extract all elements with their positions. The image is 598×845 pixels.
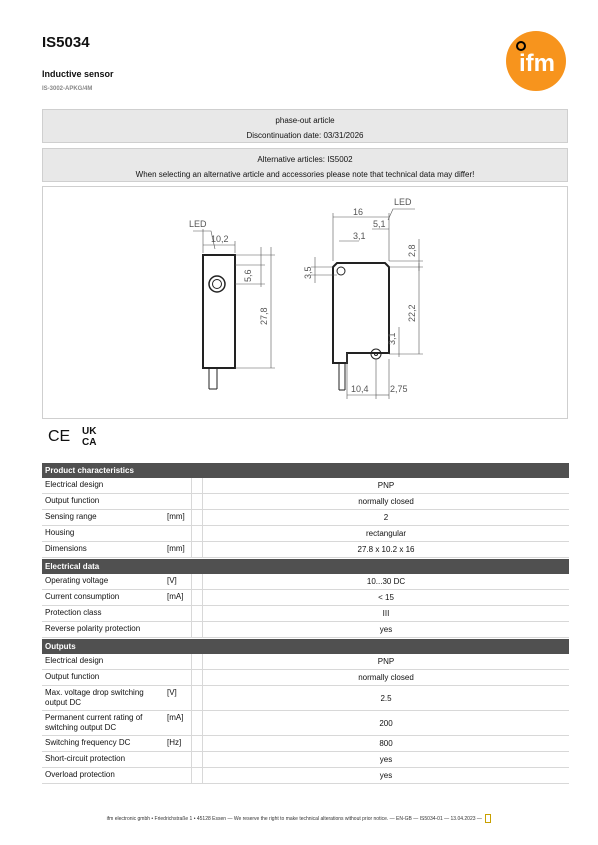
row-value: 200 [379, 718, 393, 728]
section-header: Outputs [42, 639, 569, 654]
row-value: 2 [383, 513, 389, 522]
table-row [42, 711, 569, 736]
dim-label: 10,2 [211, 234, 229, 244]
table-row [42, 686, 569, 711]
row-label: Permanent current rating of switching output DC [45, 713, 143, 732]
row-label: Protection class [45, 608, 102, 617]
notice-line: Discontinuation date: 03/31/2026 [246, 131, 364, 140]
row-unit [167, 606, 191, 621]
row-unit [167, 670, 191, 685]
row-label: Short-circuit protection [45, 754, 126, 763]
dim-label: 5,6 [243, 269, 253, 282]
specification-table [42, 462, 569, 784]
footer-text: ifm electronic gmbh • Friedrichstraße 1 • 45128 Essen — We reserve the right to make technical alterations without prior notice. — EN-GB — IS5034-01 — 13.04.2023 — [106, 815, 482, 822]
row-value: yes [379, 771, 393, 780]
ce-mark: CE [48, 428, 71, 445]
row-unit [167, 526, 191, 541]
row-label: Electrical design [45, 480, 104, 489]
row-unit: [V] [167, 576, 177, 585]
row-unit: [mA] [167, 592, 184, 601]
phase-out-notice [42, 109, 568, 143]
row-value: rectangular [365, 529, 407, 538]
row-unit: [V] [167, 688, 177, 697]
product-subtitle: Inductive sensor [42, 69, 114, 79]
table-row [42, 542, 569, 558]
row-unit [167, 622, 191, 637]
row-value: < 15 [378, 593, 394, 602]
table-row [42, 654, 569, 670]
row-value: PNP [377, 481, 395, 490]
section-header: Electrical data [42, 559, 569, 574]
notice-line: Alternative articles: IS5002 [257, 155, 353, 164]
table-row [42, 622, 569, 638]
alternative-articles-notice [42, 148, 568, 182]
row-label: Dimensions [45, 544, 87, 553]
table-row [42, 526, 569, 542]
product-title: IS5034 [42, 34, 90, 51]
row-value: 27.8 x 10.2 x 16 [357, 545, 415, 554]
row-unit [167, 752, 191, 767]
row-value: III [382, 609, 390, 618]
table-row [42, 670, 569, 686]
section-header: Product characteristics [42, 463, 569, 478]
row-label: Electrical design [45, 656, 104, 665]
row-label: Reverse polarity protection [45, 624, 141, 633]
row-unit: [mm] [167, 512, 185, 521]
dim-label: 5,1 [373, 219, 386, 229]
row-value: yes [379, 625, 393, 634]
led-label: LED [394, 197, 412, 207]
table-row [42, 478, 569, 494]
row-value: normally closed [358, 497, 414, 506]
row-value: 2.5 [380, 693, 392, 703]
row-value: PNP [377, 657, 395, 666]
table-row [42, 736, 569, 752]
row-value: normally closed [358, 673, 414, 682]
row-value: 800 [379, 739, 393, 748]
row-unit [167, 478, 191, 493]
row-unit: [mA] [167, 713, 184, 722]
table-row [42, 768, 569, 784]
row-value: 10...30 DC [366, 577, 406, 586]
ifm-logo [506, 31, 566, 91]
row-label: Switching frequency DC [45, 738, 131, 747]
page-footer [0, 814, 598, 823]
row-value: yes [379, 755, 393, 764]
dim-label: 22,2 [407, 304, 417, 322]
dim-label: 3,1 [387, 332, 397, 345]
dim-label: 2,8 [407, 244, 417, 257]
led-label: LED [189, 219, 207, 229]
row-unit [167, 494, 191, 509]
dim-label: 3,1 [353, 231, 366, 241]
dim-label: 27,8 [259, 307, 269, 325]
table-row [42, 494, 569, 510]
front-view [311, 209, 423, 399]
row-unit [167, 768, 191, 783]
row-label: Output function [45, 496, 100, 505]
row-unit [167, 654, 191, 669]
row-label: Housing [45, 528, 75, 537]
dim-label: 16 [353, 207, 364, 217]
row-unit: [mm] [167, 544, 185, 553]
logo-text: ifm [519, 50, 555, 77]
page-marker-icon [485, 814, 491, 823]
dim-label: 10,4 [351, 384, 369, 394]
table-row [42, 510, 569, 526]
certification-marks [48, 424, 104, 446]
table-row [42, 590, 569, 606]
product-code: IS-3002-APKG/4M [42, 86, 93, 92]
row-label: Overload protection [45, 770, 115, 779]
dim-label: 3,5 [303, 266, 313, 279]
table-row [42, 574, 569, 590]
notice-line: phase-out article [275, 116, 335, 125]
table-row [42, 606, 569, 622]
dim-label: 2,75 [390, 384, 408, 394]
table-row [42, 752, 569, 768]
row-label: Max. voltage drop switching output DC [45, 688, 144, 707]
notice-line: When selecting an alternative article and accessories please note that technical data may differ! [135, 170, 475, 179]
dimension-drawing [42, 186, 568, 419]
row-label: Operating voltage [45, 576, 109, 585]
row-label: Output function [45, 672, 100, 681]
row-label: Sensing range [45, 512, 97, 521]
row-unit: [Hz] [167, 738, 182, 747]
row-label: Current consumption [45, 592, 120, 601]
ukca-mark-bottom: CA [82, 437, 97, 446]
ukca-mark-top: UK [82, 426, 97, 437]
